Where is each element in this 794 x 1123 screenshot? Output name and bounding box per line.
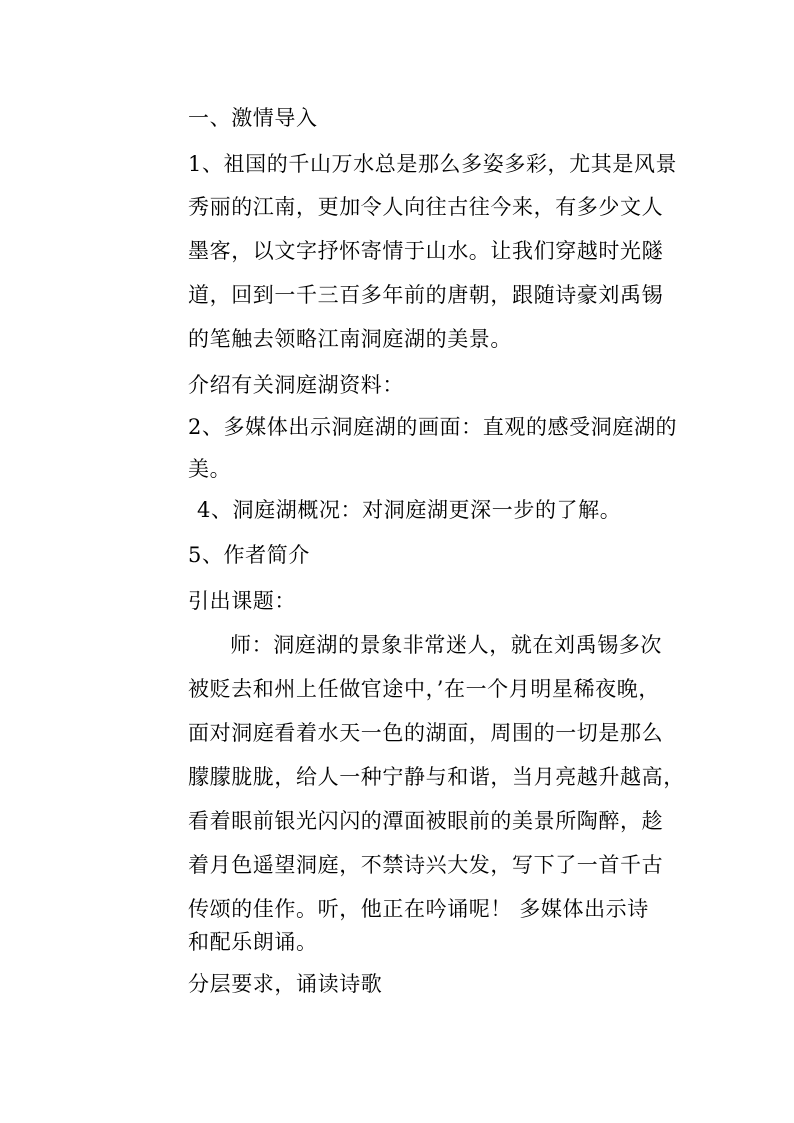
section-heading: 一、激情导入 (188, 106, 318, 130)
paragraph-line: 被贬去和州上任做官途中，’在一个月明星稀夜晚， (188, 677, 660, 701)
final-section-heading: 分层要求，诵读诗歌 (188, 972, 383, 996)
paragraph-line: 道，回到一千三百多年前的唐朝，跟随诗豪刘禹锡 (188, 283, 664, 307)
paragraph-line: 面对洞庭看着水天一色的湖面，周围的一切是那么 (188, 721, 664, 745)
paragraph-line: 看着眼前银光闪闪的潭面被眼前的美景所陶醉，趁 (188, 809, 664, 833)
overview-item: 4、洞庭湖概况：对洞庭湖更深一步的了解。 (197, 498, 622, 522)
paragraph-line: 和配乐朗诵。 (188, 930, 318, 954)
paragraph-line: 朦朦胧胧，给人一种宁静与和谐，当月亮越升越高， (188, 765, 685, 789)
paragraph-line: 秀丽的江南，更加令人向往古往今来，有多少文人 (188, 195, 664, 219)
topic-intro: 引出课题： (188, 589, 296, 613)
paragraph-line: 师：洞庭湖的景象非常迷人，就在刘禹锡多次 (230, 633, 662, 657)
paragraph-line: 1、祖国的千山万水总是那么多姿多彩，尤其是风景 (188, 152, 678, 176)
paragraph-line: 2、多媒体出示洞庭湖的画面：直观的感受洞庭湖的 (188, 415, 678, 439)
author-intro-heading: 5、作者简介 (188, 543, 310, 567)
paragraph-line: 墨客，以文字抒怀寄情于山水。让我们穿越时光隧 (188, 239, 664, 263)
resource-intro: 介绍有关洞庭湖资料： (188, 373, 404, 397)
paragraph-line: 传颂的佳作。听，他正在吟诵呢！ 多媒体出示诗 (188, 897, 649, 921)
paragraph-line: 美。 (188, 457, 232, 481)
paragraph-line: 的笔触去领略江南洞庭湖的美景。 (188, 327, 512, 351)
paragraph-line: 着月色遥望洞庭，不禁诗兴大发，写下了一首千古 (188, 853, 664, 877)
